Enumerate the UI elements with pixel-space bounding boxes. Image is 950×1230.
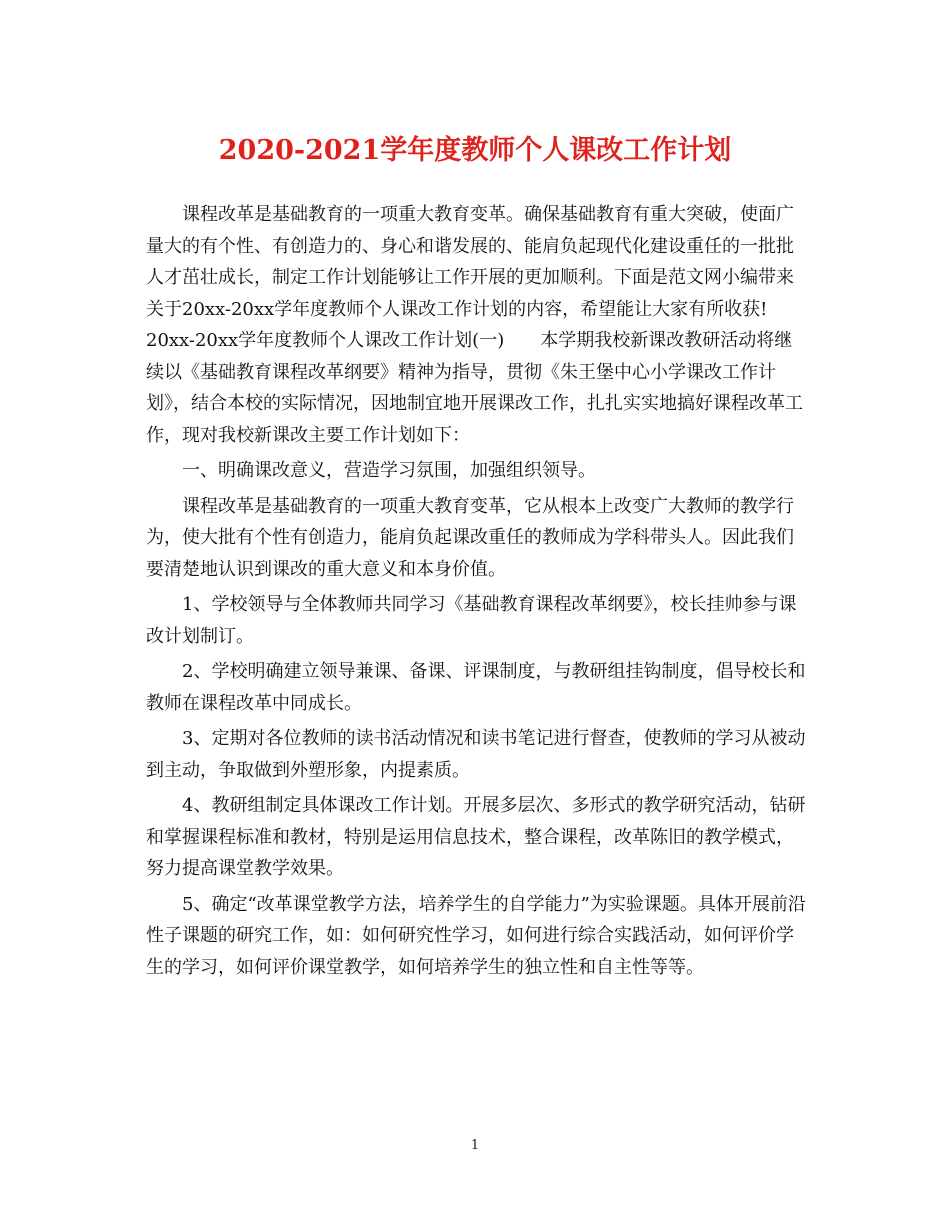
paragraph-item-4: 4、教研组制定具体课改工作计划。开展多层次、多形式的教学研究活动，钻研和掌握课程标准和教材，特别是运用信息技术，整合课程，改革陈旧的教学模式，努力提高课堂教学效果。 — [146, 795, 806, 879]
paragraph-item-2: 2、学校明确建立领导兼课、备课、评课制度，与教研组挂钩制度，倡导校长和教师在课程改革中同成长。 — [146, 661, 806, 714]
document-title: 2020-2021学年度教师个人课改工作计划 — [218, 135, 732, 166]
paragraph-item-3: 3、定期对各位教师的读书活动情况和读书笔记进行督查，使教师的学习从被动到主动，争取做到外塑形象，内提素质。 — [146, 728, 806, 781]
paragraph-intro: 课程改革是基础教育的一项重大教育变革。确保基础教育有重大突破，使面广量大的有个性、有创造力的、身心和谐发展的、能肩负起现代化建设重任的一批批人才茁壮成长，制定工作计划能够让工作开展的更加顺利。下面是范文网小编带来关于20xx-20xx学年度教师个人课改工作计划的内容，希望能让大家有所收获! — [146, 204, 794, 320]
paragraph-plan-one: 20xx-20xx学年度教师个人课改工作计划(一) 本学期我校新课改教研活动将继续以《基础教育课程改革纲要》精神为指导，贯彻《朱王堡中心小学课改工作计划》，结合本校的实际情况，因地制宜地开展课改工作，扎扎实实地搞好课程改革工作，现对我校新课改主要工作计划如下： — [146, 330, 803, 446]
paragraph-item-5: 5、确定“改革课堂教学方法，培养学生的自学能力”为实验课题。具体开展前沿性子课题的研究工作，如：如何研究性学习，如何进行综合实践活动，如何评价学生的学习，如何评价课堂教学，如何培养学生的独立性和自主性等等。 — [146, 893, 806, 978]
page-number: 1 — [470, 1138, 480, 1153]
paragraph-item-1: 1、学校领导与全体教师共同学习《基础教育课程改革纲要》，校长挂帅参与课改计划制订。 — [146, 594, 797, 647]
document-body — [146, 199, 806, 983]
paragraph-reform-significance: 课程改革是基础教育的一项重大教育变革，它从根本上改变广大教师的教学行为，使大批有个性有创造力，能肩负起课改重任的教师成为学科带头人。因此我们要清楚地认识到课改的重大意义和本身价值。 — [146, 495, 794, 580]
paragraph-section-heading: 一、明确课改意义，营造学习氛围，加强组织领导。 — [182, 460, 596, 481]
